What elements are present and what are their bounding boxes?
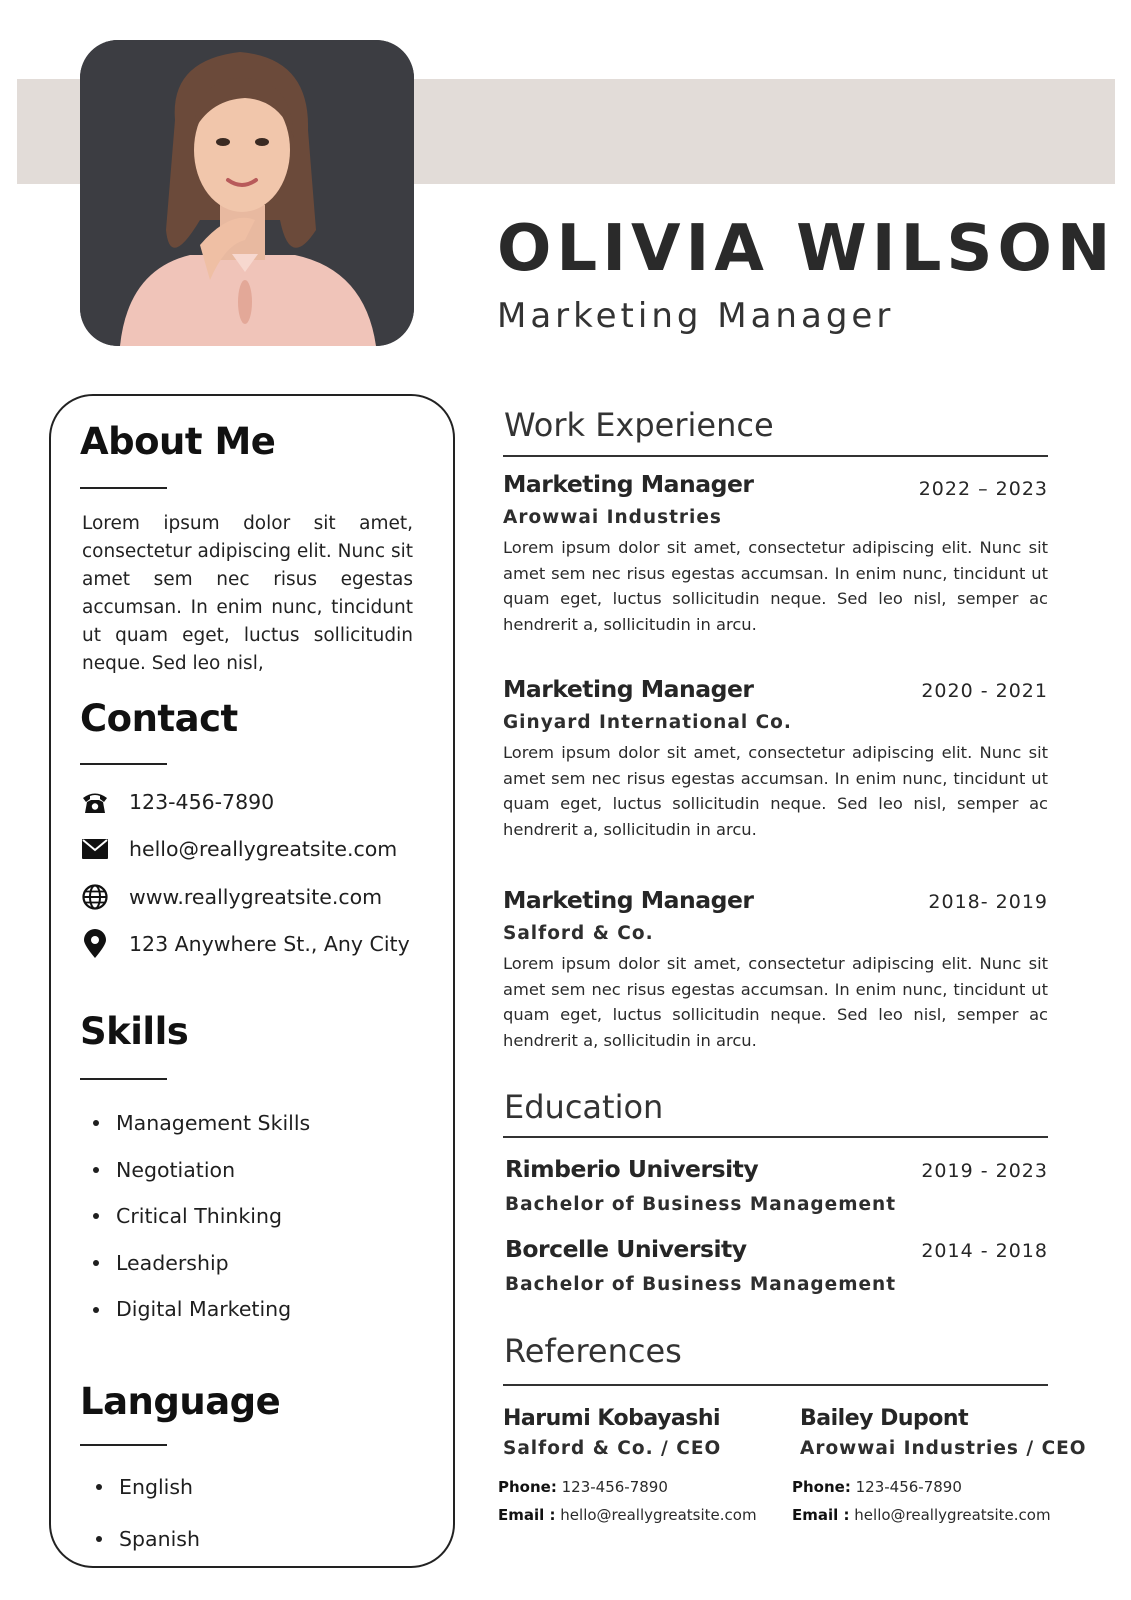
phone-icon [80, 787, 110, 817]
contact-text[interactable]: 123-456-7890 [129, 790, 275, 814]
reference-name: Harumi Kobayashi [503, 1406, 721, 1431]
language-rule [80, 1444, 167, 1446]
education-rule [503, 1136, 1048, 1138]
reference-name: Bailey Dupont [800, 1406, 969, 1431]
skill-item: Digital Marketing [86, 1286, 310, 1333]
email-label: Email : [498, 1506, 556, 1524]
degree: Bachelor of Business Management [505, 1274, 897, 1295]
skill-item: Critical Thinking [86, 1193, 310, 1240]
envelope-icon [80, 834, 110, 864]
location-pin-icon [80, 929, 110, 959]
phone-label: Phone: [792, 1478, 851, 1496]
reference-org: Arowwai Industries / CEO [800, 1438, 1087, 1459]
contact-rule [80, 763, 167, 765]
language-item: Spanish [89, 1513, 200, 1565]
job-dates: 2018- 2019 [928, 891, 1048, 913]
job-company: Ginyard International Co. [503, 712, 792, 733]
reference-email [498, 1506, 757, 1524]
phone-value[interactable]: 123-456-7890 [561, 1478, 668, 1496]
job-dates: 2022 – 2023 [918, 478, 1048, 500]
skill-item: Management Skills [86, 1100, 310, 1147]
globe-icon [80, 882, 110, 912]
about-title: About Me [80, 420, 276, 463]
reference-phone [792, 1478, 962, 1496]
contact-address [80, 929, 410, 959]
job-description: Lorem ipsum dolor sit amet, consectetur adipiscing elit. Nunc sit amet sem nec risus egestas accumsan. In enim nunc, tincidunt ut quam eget, luctus sollicitudin neque. Sed leo nisl, semper ac hendrerit a, sollicitudin in arcu. [503, 743, 1048, 839]
contact-text[interactable]: www.reallygreatsite.com [129, 885, 383, 909]
contact-text: 123 Anywhere St., Any City [129, 932, 410, 956]
job-description: Lorem ipsum dolor sit amet, consectetur adipiscing elit. Nunc sit amet sem nec risus egestas accumsan. In enim nunc, tincidunt ut quam eget, luctus sollicitudin neque. Sed leo nisl, semper ac hendrerit a, sollicitudin in arcu. [503, 538, 1048, 634]
skills-title: Skills [80, 1010, 189, 1053]
skill-item: Negotiation [86, 1147, 310, 1194]
reference-email [792, 1506, 1051, 1524]
person-name: OLIVIA WILSON [497, 212, 1116, 286]
email-value[interactable]: hello@reallygreatsite.com [854, 1506, 1051, 1524]
job-dates: 2020 - 2021 [921, 680, 1048, 702]
language-title: Language [80, 1380, 281, 1423]
portrait-illustration [80, 40, 414, 346]
references-rule [503, 1384, 1048, 1386]
contact-title: Contact [80, 697, 238, 740]
language-list [89, 1461, 200, 1565]
school-dates: 2014 - 2018 [921, 1240, 1048, 1262]
skill-item: Leadership [86, 1240, 310, 1287]
reference-org: Salford & Co. / CEO [503, 1438, 722, 1459]
degree: Bachelor of Business Management [505, 1194, 897, 1215]
phone-label: Phone: [498, 1478, 557, 1496]
job-description: Lorem ipsum dolor sit amet, consectetur adipiscing elit. Nunc sit amet sem nec risus egestas accumsan. In enim nunc, tincidunt ut quam eget, luctus sollicitudin neque. Sed leo nisl, semper ac hendrerit a, sollicitudin in arcu. [503, 954, 1048, 1050]
contact-website [80, 882, 382, 912]
profile-photo [80, 40, 414, 346]
email-value[interactable]: hello@reallygreatsite.com [560, 1506, 757, 1524]
skills-rule [80, 1078, 167, 1080]
work-title: Work Experience [504, 406, 774, 444]
about-rule [80, 487, 167, 489]
job-title: Marketing Manager [503, 470, 754, 498]
job-title: Marketing Manager [503, 675, 754, 703]
contact-email [80, 834, 397, 864]
job-company: Salford & Co. [503, 923, 654, 944]
school-name: Borcelle University [505, 1235, 747, 1263]
phone-value[interactable]: 123-456-7890 [855, 1478, 962, 1496]
contact-phone [80, 787, 274, 817]
education-title: Education [504, 1088, 664, 1126]
contact-text[interactable]: hello@reallygreatsite.com [129, 837, 398, 861]
language-item: English [89, 1461, 200, 1513]
reference-phone [498, 1478, 668, 1496]
job-company: Arowwai Industries [503, 507, 722, 528]
school-dates: 2019 - 2023 [921, 1160, 1048, 1182]
school-name: Rimberio University [505, 1155, 759, 1183]
references-title: References [504, 1332, 682, 1370]
job-title: Marketing Manager [503, 886, 754, 914]
about-text: Lorem ipsum dolor sit amet, consectetur adipiscing elit. Nunc sit amet sem nec risus egestas accumsan. In enim nunc, tincidunt ut quam eget, luctus sollicitudin neque. Sed leo nisl, [82, 513, 413, 674]
person-role: Marketing Manager [497, 296, 895, 336]
skills-list [86, 1100, 310, 1333]
email-label: Email : [792, 1506, 850, 1524]
work-rule [503, 455, 1048, 457]
